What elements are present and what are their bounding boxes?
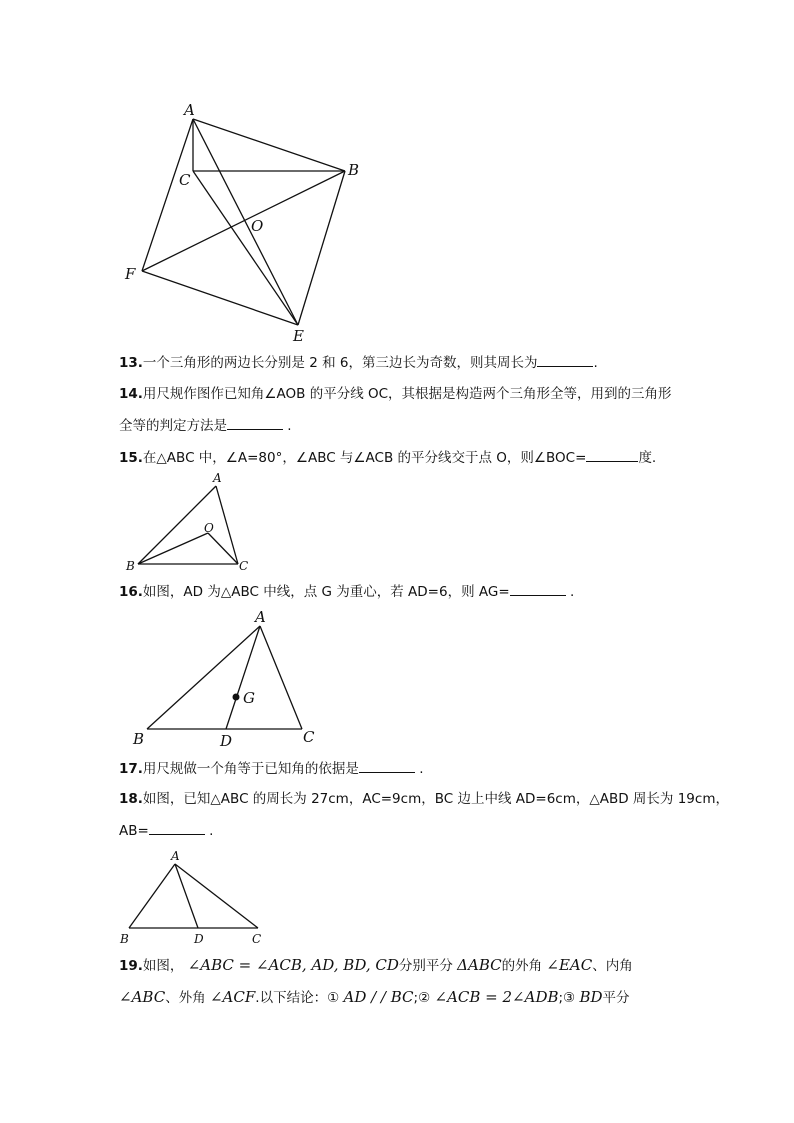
figure4-label-a: A: [171, 849, 180, 863]
figure1-label-e: E: [293, 327, 304, 345]
question-19-text-7: ;②: [413, 990, 431, 1006]
question-13-text: 一个三角形的两边长分别是 2 和 6，第三边长为奇数，则其周长为: [142, 355, 538, 371]
figure3-label-b: B: [133, 730, 145, 748]
answer-blank[interactable]: [510, 581, 566, 596]
question-19-number: 19.: [119, 958, 143, 974]
figure1-label-b: B: [348, 161, 360, 179]
figure3-label-a: A: [255, 608, 266, 626]
question-19-text-8: ;③: [558, 990, 576, 1006]
figure1-label-o: O: [251, 217, 264, 235]
answer-blank[interactable]: [227, 415, 283, 430]
figure2-lines: [138, 486, 238, 564]
question-19-text-3: 的外角: [501, 958, 543, 974]
question-19-cont: [119, 986, 679, 1009]
question-17-number: 17.: [119, 761, 143, 777]
figure2-label-a: A: [213, 471, 222, 485]
question-16-text: 如图，AD 为△ABC 中线，点 G 为重心，若 AD=6，则 AG=: [142, 584, 510, 600]
question-14-line1: 用尺规作图作已知角∠AOB 的平分线 OC，其根据是构造两个三角形全等，用到的三角形: [142, 386, 672, 402]
figure-triangle-centroid: [125, 606, 335, 752]
answer-blank[interactable]: [149, 820, 205, 835]
figure3-label-c: C: [303, 728, 315, 746]
figure1-label-c: C: [179, 171, 191, 189]
answer-blank[interactable]: [359, 758, 415, 773]
question-16-number: 16.: [119, 584, 143, 600]
answer-blank[interactable]: [586, 447, 638, 462]
figure1-lines: [142, 119, 345, 325]
question-19-math-2: ΔABC: [457, 956, 502, 974]
figure4-label-d: D: [194, 932, 204, 946]
question-19-math-4: ∠ABC: [119, 988, 166, 1006]
question-19-text-9: 平分: [602, 990, 630, 1006]
question-19-math-5: ∠ACF: [209, 988, 256, 1006]
question-19-text-5: 、外角: [165, 990, 206, 1006]
question-19-math-1: ∠ABC = ∠ACB, AD, BD, CD: [187, 956, 399, 974]
figure3-label-g: G: [243, 689, 255, 707]
question-19-text-2: 分别平分: [398, 958, 453, 974]
question-14-line2: 全等的判定方法是: [119, 418, 227, 434]
question-14-end: .: [287, 418, 292, 434]
centroid-point: [233, 694, 240, 701]
question-19-math-3: ∠EAC: [546, 956, 593, 974]
question-18-cont: [119, 820, 679, 841]
question-18-end: .: [209, 823, 214, 839]
figure-triangle-bisectors: [120, 470, 260, 576]
figure4-label-c: C: [252, 932, 262, 946]
question-13-end: .: [593, 355, 598, 371]
question-17-text: 用尺规做一个角等于已知角的依据是: [142, 761, 359, 777]
question-19-text-4: 、内角: [592, 958, 633, 974]
question-14: [119, 384, 679, 404]
question-19-math-7: ∠ACB = 2∠ADB: [434, 988, 559, 1006]
question-19: [119, 954, 679, 977]
question-17: [119, 758, 679, 779]
figure3-label-d: D: [220, 732, 233, 750]
figure2-label-b: B: [126, 559, 135, 573]
figure3-lines: [147, 626, 302, 729]
figure2-label-o: O: [204, 521, 214, 535]
question-18-line2: AB=: [119, 823, 149, 839]
figure2-label-c: C: [239, 559, 249, 573]
question-13: [119, 352, 679, 373]
figure4-label-b: B: [120, 932, 129, 946]
question-19-text-1: 如图，: [142, 958, 184, 974]
figure1-label-f: F: [125, 265, 136, 283]
question-17-end: .: [419, 761, 424, 777]
figure4-lines: [129, 864, 258, 928]
answer-blank[interactable]: [537, 352, 593, 367]
question-14-cont: [119, 415, 679, 436]
question-19-math-6: AD / / BC: [343, 988, 414, 1006]
figure1-label-a: A: [184, 101, 195, 119]
question-18-line1: 如图，已知△ABC 的周长为 27cm，AC=9cm，BC 边上中线 AD=6cm，△ABD 周长为 19cm，: [142, 791, 729, 807]
question-13-number: 13.: [119, 355, 143, 371]
figure-triangle-median: [112, 846, 272, 946]
question-19-math-8: BD: [579, 988, 603, 1006]
question-18-number: 18.: [119, 791, 143, 807]
question-14-number: 14.: [119, 386, 143, 402]
question-15-number: 15.: [119, 450, 143, 466]
question-15: [119, 447, 679, 468]
question-18: [119, 789, 729, 809]
question-15-text: 在△ABC 中，∠A=80°，∠ABC 与∠ACB 的平分线交于点 O，则∠BOC=: [142, 450, 587, 466]
question-15-end: 度.: [638, 450, 657, 466]
question-16: [119, 581, 679, 602]
question-19-text-6: .以下结论：①: [255, 990, 340, 1006]
question-16-end: .: [569, 584, 575, 600]
figure-quadrilateral: [110, 95, 380, 345]
